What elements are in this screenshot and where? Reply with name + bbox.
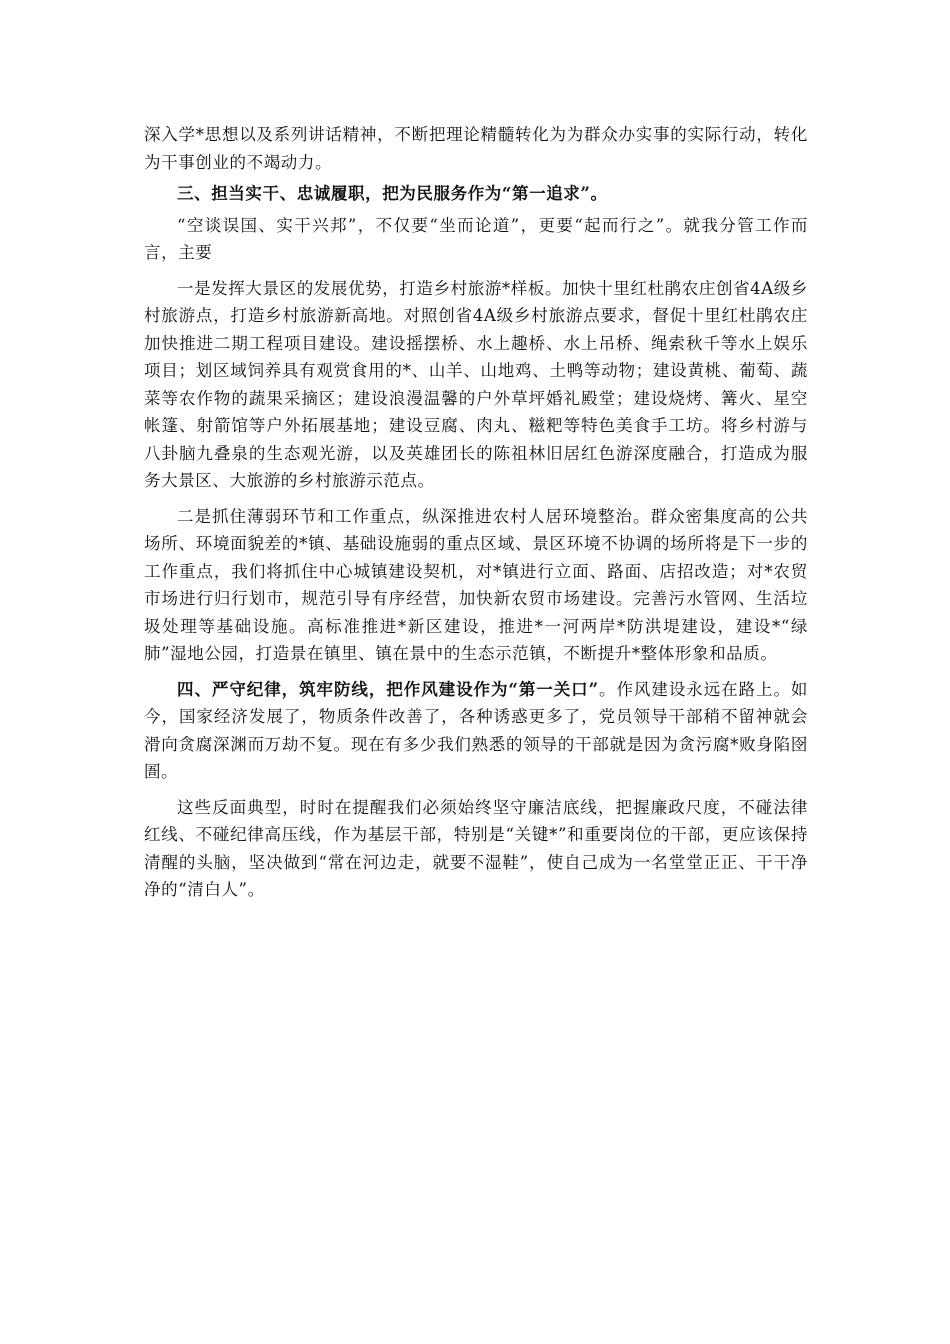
- paragraph-intro: 深入学*思想以及系列讲话精神，不断把理论精髓转化为为群众办实事的实际行动，转化为干事创业的不竭动力。: [144, 125, 808, 172]
- section-heading-3: 三、担当实干、忠诚履职，把为民服务作为“第一追求”。: [177, 184, 608, 203]
- paragraph-conclusion: 这些反面典型，时时在提醒我们必须始终坚守廉洁底线，把握廉政尺度，不碰法律红线、不碰纪律高压线，作为基层干部，特别是“关键*”和重要岗位的干部，更应该保持清醒的头脑，坚决做到“常在河边走，就要不湿鞋”，使自己成为一名堂堂正正、干干净净的“清白人”。: [144, 797, 808, 899]
- paragraph-section-4: [144, 676, 808, 786]
- section-4-text: 。作风建设永远在路上。如今，国家经济发展了，物质条件改善了，各种诱惑更多了，党员领导干部稍不留神就会滑向贪腐深渊而万劫不复。现在有多少我们熟悉的领导的干部就是因为贪污腐*败身陷囹圄。: [144, 679, 809, 781]
- section-heading-4: 四、严守纪律，筑牢防线，把作风建设作为“第一关口”: [177, 679, 599, 699]
- document-body: [144, 121, 808, 908]
- paragraph-point-2: 二是抓住薄弱环节和工作重点，纵深推进农村人居环境整治。群众密集度高的公共场所、环境面貌差的*镇、基础设施弱的重点区域、景区环境不协调的场所将是下一步的工作重点，我们将抓住中心城镇建设契机，对*镇进行立面、路面、店招改造；对*农贸市场进行归行划市，规范引导有序经营，加快新农贸市场建设。完善污水管网、生活垃圾处理等基础设施。高标准推进*新区建设，推进*一河两岸*防洪堤建设，建设*“绿肺”湿地公园，打造景在镇里、镇在景中的生态示范镇，不断提升*整体形象和品质。: [144, 506, 808, 663]
- paragraph-section-3-intro: “空谈误国、实干兴邦”，不仅要“坐而论道”，更要“起而行之”。就我分管工作而言，主要: [144, 215, 808, 262]
- paragraph-point-1: 一是发挥大景区的发展优势，打造乡村旅游*样板。加快十里红杜鹃农庄创省4A级乡村旅游点，打造乡村旅游新高地。对照创省4A级乡村旅游点要求，督促十里红杜鹃农庄加快推进二期工程项目建设。建设摇摆桥、水上趣桥、水上吊桥、绳索秋千等水上娱乐项目；划区域饲养具有观赏食用的*、山羊、山地鸡、土鸭等动物；建设黄桃、葡萄、蔬菜等农作物的蔬果采摘区；建设浪漫温馨的户外草坪婚礼殿堂；建设烧烤、篝火、星空帐篷、射箭馆等户外拓展基地；建设豆腐、肉丸、糍粑等特色美食手工坊。将乡村游与八卦脑九叠泉的生态观光游，以及英雄团长的陈祖林旧居红色游深度融合，打造成为服务大景区、大旅游的乡村旅游示范点。: [144, 278, 808, 490]
